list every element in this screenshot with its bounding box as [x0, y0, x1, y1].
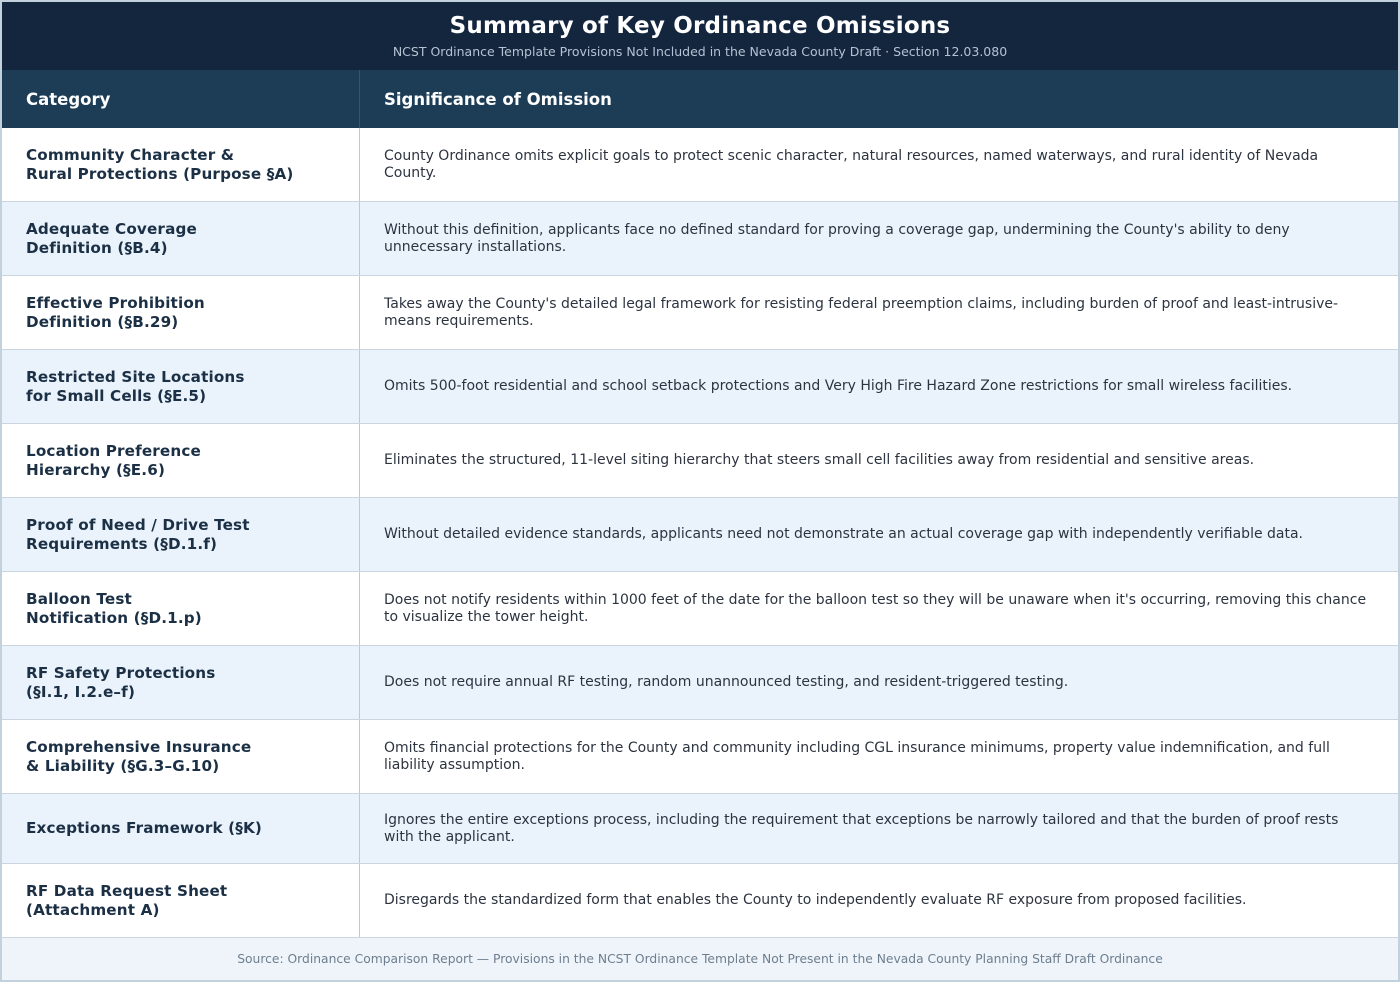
significance-cell: Does not require annual RF testing, random unannounced testing, and resident-triggered testing. [384, 674, 1069, 690]
significance-cell: Without detailed evidence standards, applicants need not demonstrate an actual coverage gap with independently verifiable data. [384, 526, 1304, 542]
significance-cell: Without this definition, applicants face no defined standard for proving a coverage gap, undermining the County's ability to deny unnecessary installations. [384, 221, 1290, 255]
table-row [2, 202, 1398, 276]
category-cell: RF Safety Protections (§I.1, I.2.e–f) [2, 646, 360, 719]
category-cell: RF Data Request Sheet (Attachment A) [2, 864, 360, 937]
table-header [2, 70, 1398, 128]
category-cell: Location Preference Hierarchy (§E.6) [2, 424, 360, 497]
significance-cell: Takes away the County's detailed legal framework for resisting federal preemption claims, including burden of proof and least-intrusive-means requirements. [384, 295, 1339, 329]
category-cell: Proof of Need / Drive Test Requirements (§D.1.f) [2, 498, 360, 571]
column-header-category: Category [2, 70, 360, 128]
significance-cell: County Ordinance omits explicit goals to protect scenic character, natural resources, named waterways, and rural identity of Nevada County. [384, 147, 1319, 181]
significance-cell: Omits 500-foot residential and school setback protections and Very High Fire Hazard Zone restrictions for small wireless facilities. [384, 378, 1293, 394]
significance-cell: Eliminates the structured, 11-level siting hierarchy that steers small cell facilities away from residential and sensitive areas. [384, 452, 1255, 468]
table-row [2, 498, 1398, 572]
category-cell: Restricted Site Locations for Small Cells (§E.5) [2, 350, 360, 423]
page-subtitle: NCST Ordinance Template Provisions Not Included in the Nevada County Draft · Section 12.03.080 [392, 44, 1008, 59]
column-header-significance: Significance of Omission [384, 89, 612, 109]
category-cell: Balloon Test Notification (§D.1.p) [2, 572, 360, 645]
table-row [2, 720, 1398, 794]
table-row [2, 864, 1398, 938]
significance-cell: Omits financial protections for the County and community including CGL insurance minimums, property value indemnification, and full liability assumption. [384, 739, 1330, 773]
significance-cell: Disregards the standardized form that enables the County to independently evaluate RF exposure from proposed facilities. [384, 892, 1247, 908]
category-cell: Adequate Coverage Definition (§B.4) [2, 202, 360, 275]
title-banner [2, 2, 1398, 70]
category-cell: Community Character & Rural Protections (Purpose §A) [2, 128, 360, 201]
source-footer [2, 938, 1398, 980]
significance-cell: Ignores the entire exceptions process, including the requirement that exceptions be narrowly tailored and that the burden of proof rests with the applicant. [384, 811, 1339, 845]
table-body [2, 128, 1398, 938]
table-row [2, 276, 1398, 350]
table-row [2, 794, 1398, 864]
page-title: Summary of Key Ordinance Omissions [449, 13, 951, 39]
category-cell: Effective Prohibition Definition (§B.29) [2, 276, 360, 349]
table-row [2, 646, 1398, 720]
significance-cell: Does not notify residents within 1000 feet of the date for the balloon test so they will be unaware when it's occurring, removing this chance to visualize the tower height. [384, 591, 1367, 625]
table-row [2, 424, 1398, 498]
category-cell: Comprehensive Insurance & Liability (§G.3–G.10) [2, 720, 360, 793]
table-row [2, 128, 1398, 202]
table-row [2, 572, 1398, 646]
source-note: Source: Ordinance Comparison Report — Provisions in the NCST Ordinance Template Not Present in the Nevada County Planning Staff Draft Ordinance [237, 952, 1163, 966]
category-cell: Exceptions Framework (§K) [2, 794, 360, 863]
table-row [2, 350, 1398, 424]
